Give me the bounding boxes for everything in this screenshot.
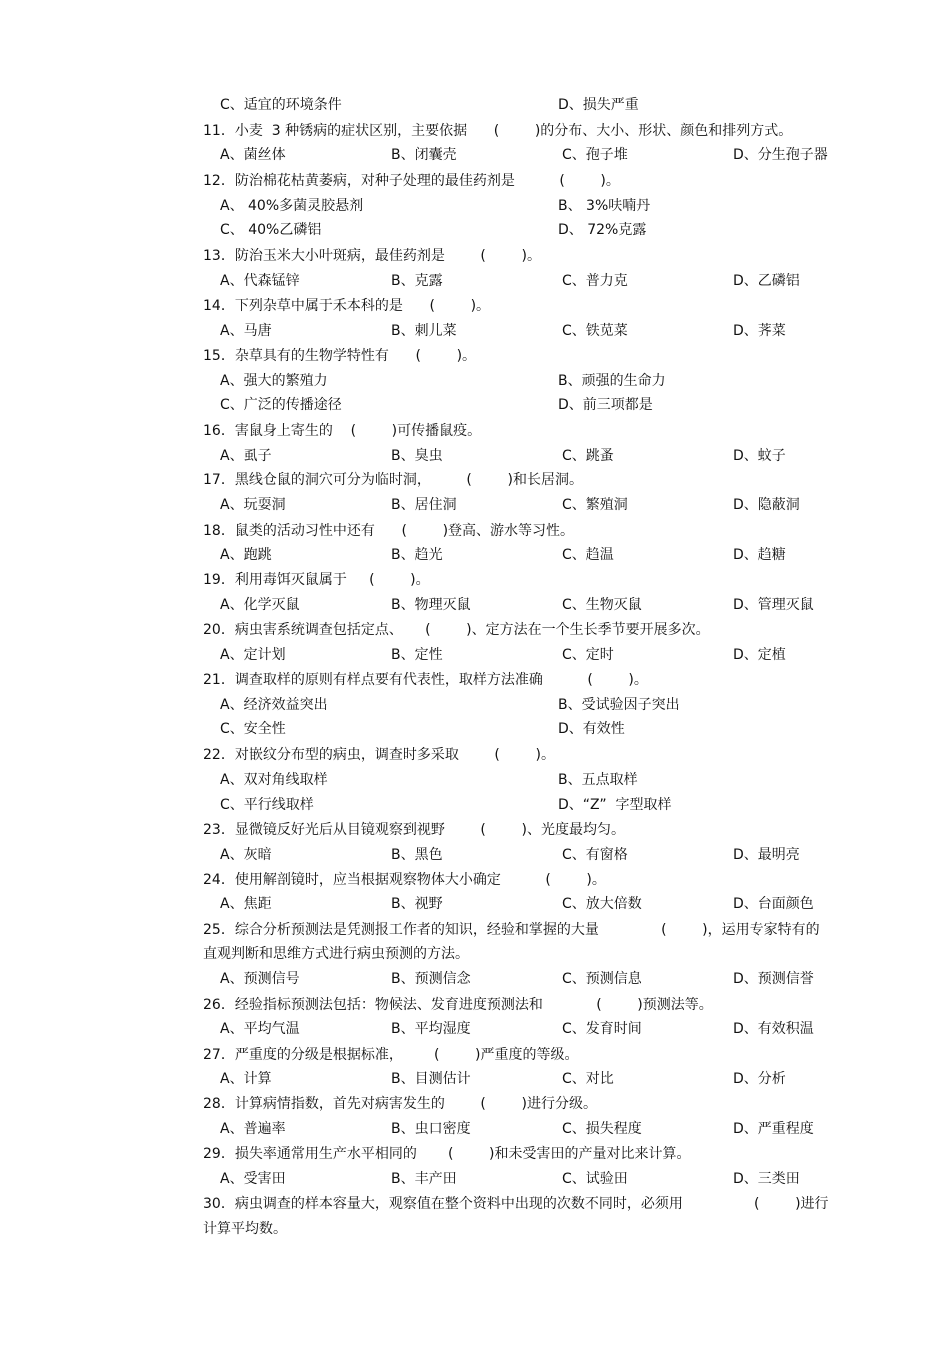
option-c: C、发育时间: [562, 1021, 642, 1037]
options-row: [0, 795, 950, 815]
option-b: D、损失严重: [558, 97, 639, 113]
option-a: C、安全性: [220, 721, 286, 737]
option-d: D、趋糖: [733, 547, 786, 563]
option-d: D、最明亮: [733, 847, 800, 863]
option-a: A、代森锰锌: [220, 273, 300, 289]
option-b: B、丰产田: [391, 1171, 457, 1187]
option-d: D、定植: [733, 647, 786, 663]
option-a: A、双对角线取样: [220, 772, 328, 788]
question-text: 23．显微镜反好光后从目镜观察到视野 ( )、光度最均匀。: [203, 822, 625, 838]
option-b: D、 72%克露: [558, 222, 647, 238]
options-row: [0, 95, 950, 115]
options-row: [0, 395, 950, 415]
option-c: C、孢子堆: [562, 147, 628, 163]
question-line: [0, 1094, 950, 1114]
option-a: C、适宜的环境条件: [220, 97, 342, 113]
option-a: A、平均气温: [220, 1021, 300, 1037]
options-row: [0, 446, 950, 466]
option-c: C、铁苋菜: [562, 323, 628, 339]
option-c: C、放大倍数: [562, 896, 642, 912]
option-a: A、化学灭鼠: [220, 597, 300, 613]
question-text: 13．防治玉米大小叶斑病，最佳药剂是 ( )。: [203, 248, 541, 264]
options-row: [0, 770, 950, 790]
question-line: [0, 1144, 950, 1164]
option-a: C、广泛的传播途径: [220, 397, 342, 413]
options-row: [0, 220, 950, 240]
question-line: [0, 470, 950, 490]
options-row: [0, 645, 950, 665]
option-d: D、乙磷铝: [733, 273, 800, 289]
option-b: B、居住洞: [391, 497, 457, 513]
question-line: [0, 570, 950, 590]
option-c: C、对比: [562, 1071, 614, 1087]
option-b: B、虫口密度: [391, 1121, 471, 1137]
options-row: [0, 1069, 950, 1089]
question-line: [0, 670, 950, 690]
options-row: [0, 1169, 950, 1189]
options-row: [0, 1119, 950, 1139]
option-d: D、分生孢子器: [733, 147, 828, 163]
question-line: [0, 171, 950, 191]
question-line: [0, 421, 950, 441]
question-text: 29．损失率通常用生产水平相同的 ( )和未受害田的产量对比来计算。: [203, 1146, 691, 1162]
options-row: [0, 321, 950, 341]
question-text: 30．病虫调查的样本容量大，观察值在整个资料中出现的次数不同时，必须用 ( )进行: [203, 1196, 829, 1212]
option-b: B、趋光: [391, 547, 443, 563]
options-row: [0, 495, 950, 515]
option-b: B、臭虫: [391, 448, 443, 464]
option-b: B、五点取样: [558, 772, 638, 788]
question-text: 26．经验指标预测法包括：物候法、发育进度预测法和 ( )预测法等。: [203, 997, 713, 1013]
option-b: B、顽强的生命力: [558, 373, 666, 389]
options-row: [0, 196, 950, 216]
question-text: 20．病虫害系统调查包括定点、 ( )、定方法在一个生长季节要开展多次。: [203, 622, 710, 638]
option-d: D、台面颜色: [733, 896, 814, 912]
option-a: A、计算: [220, 1071, 272, 1087]
question-line: [0, 620, 950, 640]
option-a: C、 40%乙磷铝: [220, 222, 322, 238]
option-a: A、焦距: [220, 896, 272, 912]
option-a: A、定计划: [220, 647, 286, 663]
question-line: [0, 820, 950, 840]
option-a: C、平行线取样: [220, 797, 314, 813]
option-a: A、马唐: [220, 323, 272, 339]
option-d: D、分析: [733, 1071, 786, 1087]
options-row: [0, 1019, 950, 1039]
question-line: [0, 1194, 950, 1214]
question-line: [0, 870, 950, 890]
option-b: D、有效性: [558, 721, 625, 737]
options-row: [0, 969, 950, 989]
question-text: 计算平均数。: [203, 1221, 287, 1237]
question-text: 19．利用毒饵灭鼠属于 ( )。: [203, 572, 430, 588]
question-text: 16．害鼠身上寄生的 ( )可传播鼠疫。: [203, 423, 482, 439]
question-text: 18．鼠类的活动习性中还有 ( )登高、游水等习性。: [203, 523, 575, 539]
option-b: D、“Z” 字型取样: [558, 797, 672, 813]
question-line: [0, 521, 950, 541]
question-line: [0, 296, 950, 316]
question-text: 22．对嵌纹分布型的病虫，调查时多采取 ( )。: [203, 747, 555, 763]
option-b: B、物理灭鼠: [391, 597, 471, 613]
options-row: [0, 894, 950, 914]
option-d: D、严重程度: [733, 1121, 814, 1137]
option-d: D、蚊子: [733, 448, 786, 464]
option-c: C、预测信息: [562, 971, 642, 987]
question-text: 25．综合分析预测法是凭测报工作者的知识，经验和掌握的大量 ( )，运用专家特有的: [203, 922, 820, 938]
option-a: A、玩耍洞: [220, 497, 286, 513]
options-row: [0, 145, 950, 165]
option-c: C、损失程度: [562, 1121, 642, 1137]
question-continuation: [0, 944, 950, 964]
question-text: 17．黑线仓鼠的洞穴可分为临时洞， ( )和长居洞。: [203, 472, 583, 488]
option-b: B、闭囊壳: [391, 147, 457, 163]
question-line: [0, 920, 950, 940]
question-text: 直观判断和思维方式进行病虫预测的方法。: [203, 946, 469, 962]
option-c: C、跳蚤: [562, 448, 614, 464]
option-d: D、预测信誉: [733, 971, 814, 987]
question-line: [0, 1045, 950, 1065]
question-text: 14．下列杂草中属于禾本科的是 ( )。: [203, 298, 491, 314]
question-text: 21．调查取样的原则有样点要有代表性，取样方法准确 ( )。: [203, 672, 648, 688]
option-c: C、有窗格: [562, 847, 628, 863]
question-text: 24．使用解剖镜时，应当根据观察物体大小确定 ( )。: [203, 872, 606, 888]
option-c: C、生物灭鼠: [562, 597, 642, 613]
option-a: A、受害田: [220, 1171, 286, 1187]
option-b: B、平均湿度: [391, 1021, 471, 1037]
question-line: [0, 995, 950, 1015]
option-a: A、强大的繁殖力: [220, 373, 328, 389]
option-a: A、菌丝体: [220, 147, 286, 163]
option-a: A、经济效益突出: [220, 697, 328, 713]
option-c: C、繁殖洞: [562, 497, 628, 513]
option-a: A、普遍率: [220, 1121, 286, 1137]
option-a: A、 40%多菌灵胶悬剂: [220, 198, 364, 214]
option-b: B、预测信念: [391, 971, 471, 987]
option-c: C、趋温: [562, 547, 614, 563]
option-b: D、前三项都是: [558, 397, 653, 413]
question-continuation: [0, 1219, 950, 1239]
option-d: D、隐蔽洞: [733, 497, 800, 513]
option-b: B、克露: [391, 273, 443, 289]
options-row: [0, 845, 950, 865]
option-b: B、受试验因子突出: [558, 697, 680, 713]
question-text: 28．计算病情指数，首先对病害发生的 ( )进行分级。: [203, 1096, 597, 1112]
option-b: B、目测估计: [391, 1071, 471, 1087]
options-row: [0, 595, 950, 615]
option-c: C、定时: [562, 647, 614, 663]
option-d: D、荠菜: [733, 323, 786, 339]
question-line: [0, 246, 950, 266]
option-d: D、管理灭鼠: [733, 597, 814, 613]
question-line: [0, 745, 950, 765]
question-line: [0, 346, 950, 366]
question-text: 27．严重度的分级是根据标准， ( )严重度的等级。: [203, 1047, 579, 1063]
option-a: A、跑跳: [220, 547, 272, 563]
question-text: 15．杂草具有的生物学特性有 ( )。: [203, 348, 477, 364]
option-a: A、虱子: [220, 448, 272, 464]
options-row: [0, 719, 950, 739]
options-row: [0, 545, 950, 565]
options-row: [0, 271, 950, 291]
options-row: [0, 695, 950, 715]
options-row: [0, 371, 950, 391]
question-line: [0, 121, 950, 141]
option-b: B、定性: [391, 647, 443, 663]
option-c: C、试验田: [562, 1171, 628, 1187]
option-d: D、有效积温: [733, 1021, 814, 1037]
option-c: C、普力克: [562, 273, 628, 289]
question-text: 11．小麦 3 种锈病的症状区别，主要依据 ( )的分布、大小、形状、颜色和排列方式。: [203, 123, 793, 139]
option-a: A、预测信号: [220, 971, 300, 987]
option-b: B、视野: [391, 896, 443, 912]
option-b: B、黑色: [391, 847, 443, 863]
question-text: 12．防治棉花枯黄萎病，对种子处理的最佳药剂是 ( )。: [203, 173, 620, 189]
option-d: D、三类田: [733, 1171, 800, 1187]
option-b: B、刺儿菜: [391, 323, 457, 339]
option-a: A、灰暗: [220, 847, 272, 863]
option-b: B、 3%呋喃丹: [558, 198, 651, 214]
